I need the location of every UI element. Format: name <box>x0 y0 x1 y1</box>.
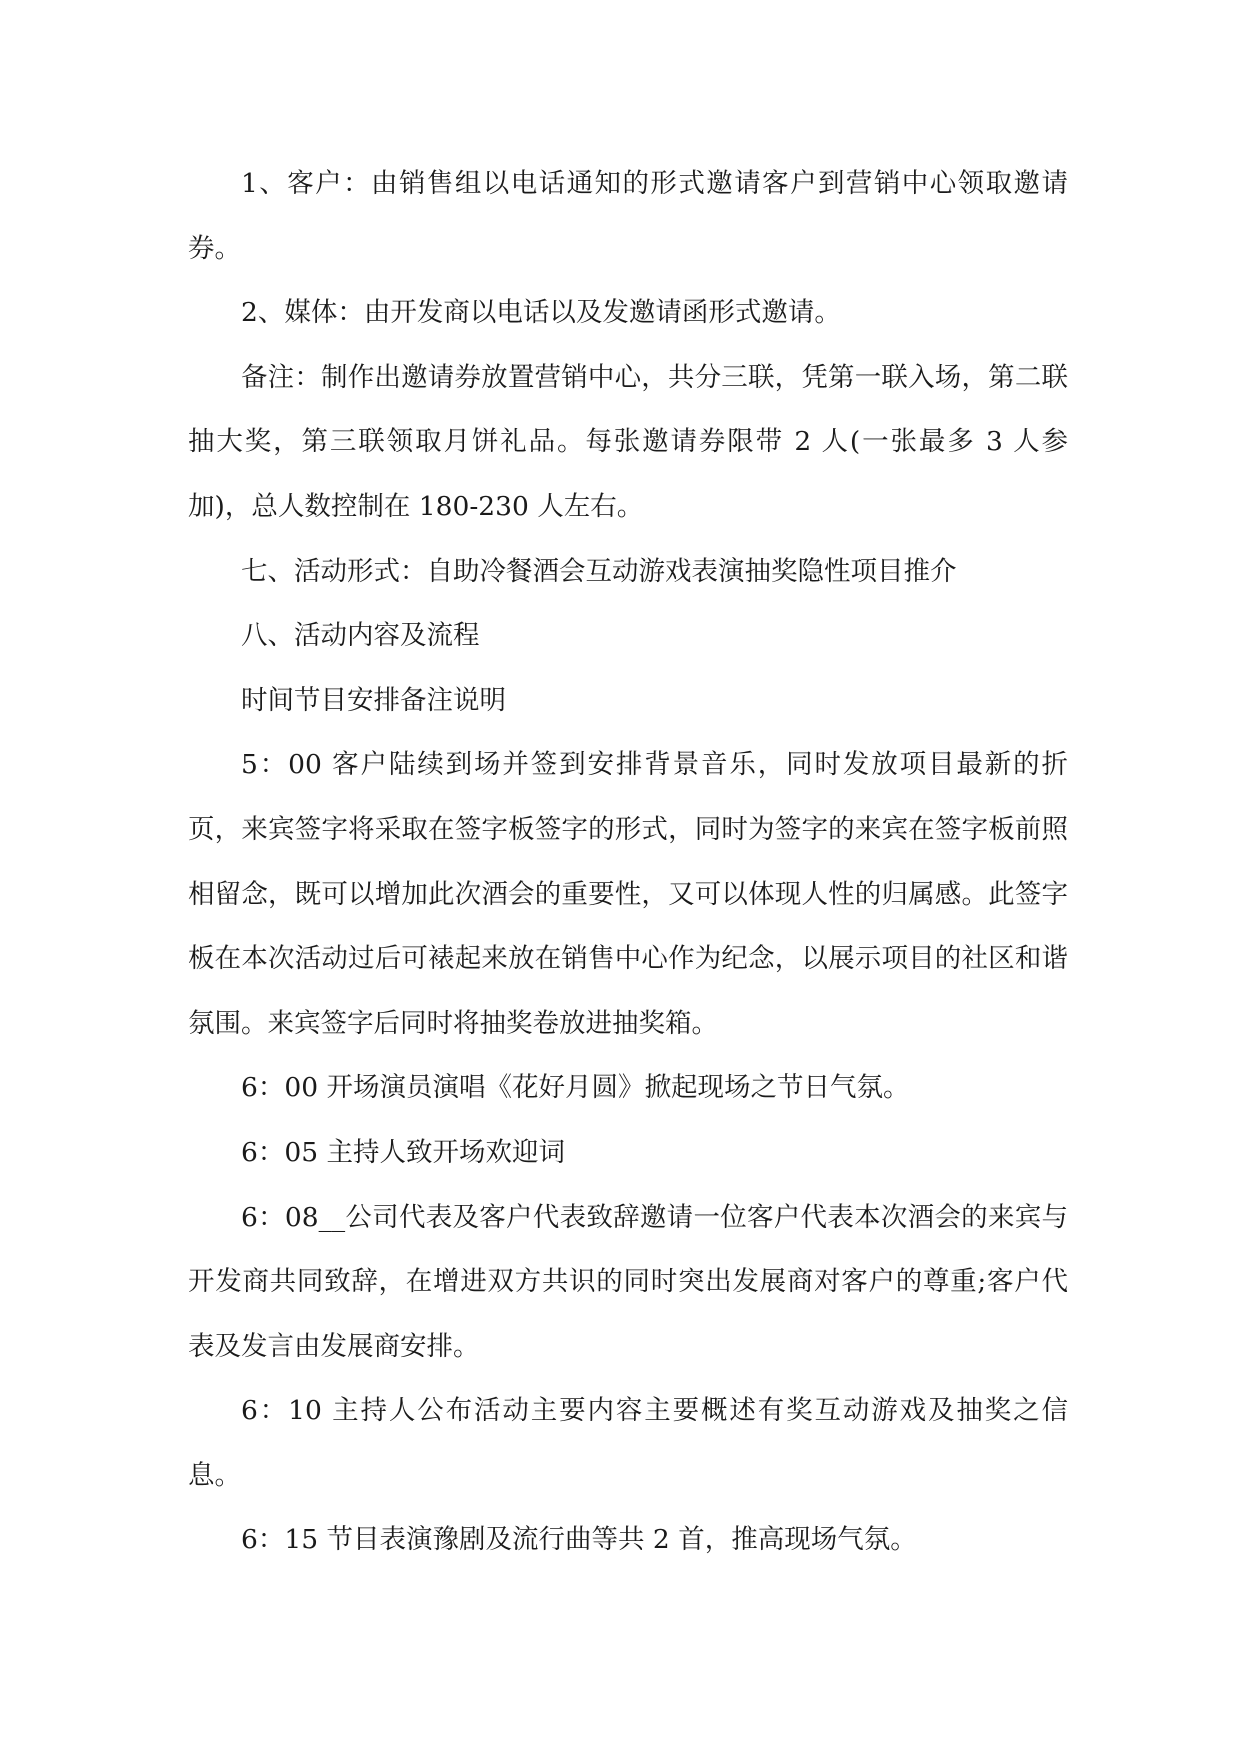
heading-activity-format: 七、活动形式：自助冷餐酒会互动游戏表演抽奖隐性项目推介 <box>241 555 957 587</box>
schedule-item-0605: 6：05 主持人致开场欢迎词 <box>241 1136 566 1168</box>
document-body <box>188 152 1068 1573</box>
schedule-item-0600: 6：00 开场演员演唱《花好月圆》掀起现场之节日气氛。 <box>241 1072 910 1104</box>
heading-activity-content: 八、活动内容及流程 <box>241 620 480 652</box>
paragraph-remarks: 备注：制作出邀请券放置营销中心，共分三联，凭第一联入场，第二联抽大奖，第三联领取月饼礼品。每张邀请券限带 2 人(一张最多 3 人参加)，总人数控制在 180-230 人左右。 <box>188 361 1068 522</box>
schedule-item-0500: 5：00 客户陆续到场并签到安排背景音乐，同时发放项目最新的折页，来宾签字将采取在签字板签字的形式，同时为签字的来宾在签字板前照相留念，既可以增加此次酒会的重要性，又可以体现人性的归属感。此签字板在本次活动过后可裱起来放在销售中心作为纪念，以展示项目的社区和谐氛围。来宾签字后同时将抽奖卷放进抽奖箱。 <box>188 749 1068 1039</box>
schedule-item-0608: 6：08__公司代表及客户代表致辞邀请一位客户代表本次酒会的来宾与开发商共同致辞，在增进双方共识的同时突出发展商对客户的尊重;客户代表及发言由发展商安排。 <box>188 1201 1068 1362</box>
paragraph-customer-invitation: 1、客户：由销售组以电话通知的形式邀请客户到营销中心领取邀请券。 <box>188 168 1068 264</box>
schedule-item-0610: 6：10 主持人公布活动主要内容主要概述有奖互动游戏及抽奖之信息。 <box>188 1395 1068 1491</box>
schedule-item-0615: 6：15 节目表演豫剧及流行曲等共 2 首，推高现场气氛。 <box>241 1524 917 1556</box>
schedule-table-header: 时间节目安排备注说明 <box>241 684 506 716</box>
paragraph-media-invitation: 2、媒体：由开发商以电话以及发邀请函形式邀请。 <box>241 297 841 329</box>
